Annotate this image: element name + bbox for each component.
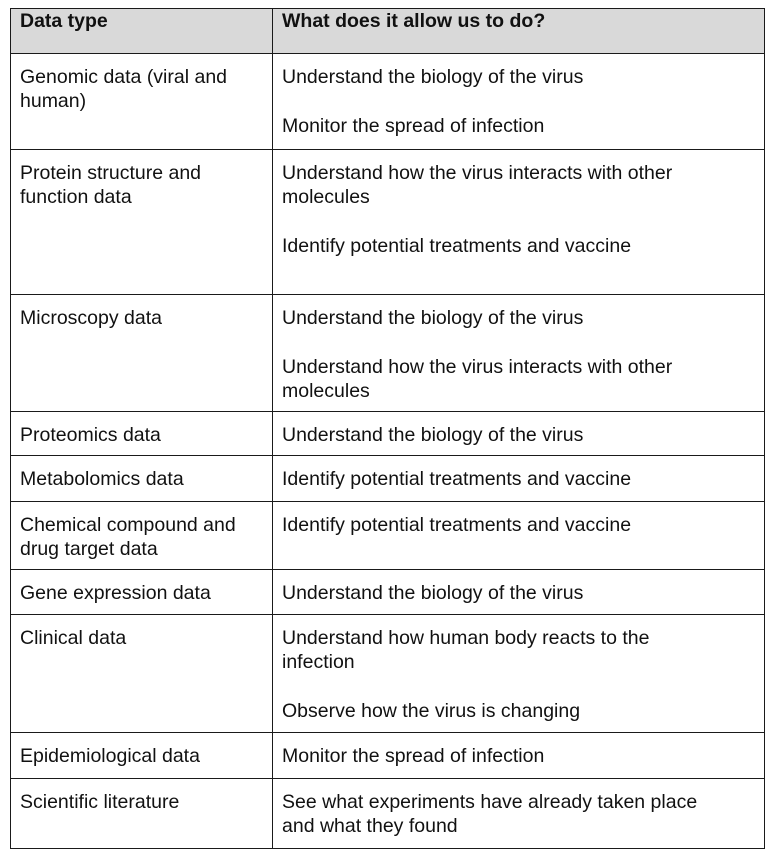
table-row [11,733,765,779]
use-text: Identify potential treatments and vaccine [282,514,632,536]
use-text: Monitor the spread of infection [282,745,545,767]
data-type-text: Epidemiological data [20,745,200,767]
data-type-text: Protein structure and [20,162,202,184]
use-paragraph [282,744,755,768]
table-row [11,54,765,150]
data-type-text: Chemical compound and [20,514,236,536]
data-types-table [10,8,765,849]
table-row [11,456,765,502]
use-paragraph [282,114,755,138]
use-text: Observe how the virus is changing [282,700,581,722]
data-type-text: Clinical data [20,627,127,649]
use-paragraph [282,790,755,838]
use-text: Identify potential treatments and vaccine [282,468,632,490]
use-text: Identify potential treatments and vaccine [282,235,632,257]
data-type-text: Gene expression data [20,582,211,604]
use-paragraph [282,699,755,723]
data-type-text: Microscopy data [20,307,162,329]
use-text: See what experiments have already taken place [282,791,698,813]
use-text: Understand how the virus interacts with other [282,162,673,184]
use-text: Understand how human body reacts to the [282,627,650,649]
use-paragraph [282,306,755,330]
data-type-cell [11,502,273,570]
table-header-row [11,9,765,54]
use-text: molecules [282,380,370,402]
data-type-cell [11,733,273,779]
use-cell [273,779,765,849]
use-text: Understand the biology of the virus [282,582,584,604]
use-text: infection [282,651,355,673]
use-paragraph [282,423,755,447]
data-type-cell [11,295,273,412]
data-type-text: function data [20,186,132,208]
use-text: Understand the biology of the virus [282,307,584,329]
table-row [11,570,765,615]
use-cell [273,502,765,570]
data-type-text: Proteomics data [20,424,161,446]
data-type-text: drug target data [20,538,158,560]
data-type-text: Scientific literature [20,791,180,813]
data-type-cell [11,456,273,502]
use-paragraph [282,161,755,209]
use-paragraph [282,234,755,258]
use-cell [273,733,765,779]
table-row [11,615,765,733]
table-row [11,412,765,456]
use-cell [273,150,765,295]
use-cell [273,615,765,733]
use-text: Understand the biology of the virus [282,66,584,88]
use-text: and what they found [282,815,458,837]
use-paragraph [282,355,755,403]
use-cell [273,54,765,150]
use-paragraph [282,626,755,674]
use-text: Understand the biology of the virus [282,424,584,446]
use-text: molecules [282,186,370,208]
data-type-cell [11,615,273,733]
use-cell [273,295,765,412]
header-what-it-allows-label: What does it allow us to do? [282,10,546,32]
data-type-text: Genomic data (viral and [20,66,228,88]
data-type-text: Metabolomics data [20,468,184,490]
use-paragraph [282,65,755,89]
header-data-type [11,9,273,54]
data-type-cell [11,150,273,295]
use-text: Monitor the spread of infection [282,115,545,137]
data-type-cell [11,779,273,849]
use-paragraph [282,513,755,537]
data-type-cell [11,412,273,456]
data-type-cell [11,54,273,150]
use-paragraph [282,467,755,491]
use-cell [273,570,765,615]
table-row [11,502,765,570]
use-text: Understand how the virus interacts with other [282,356,673,378]
use-cell [273,456,765,502]
data-type-cell [11,570,273,615]
use-cell [273,412,765,456]
use-paragraph [282,581,755,605]
table-row [11,779,765,849]
header-data-type-label: Data type [20,10,108,32]
table-row [11,295,765,412]
header-what-it-allows [273,9,765,54]
table-row [11,150,765,295]
data-type-text: human) [20,90,87,112]
